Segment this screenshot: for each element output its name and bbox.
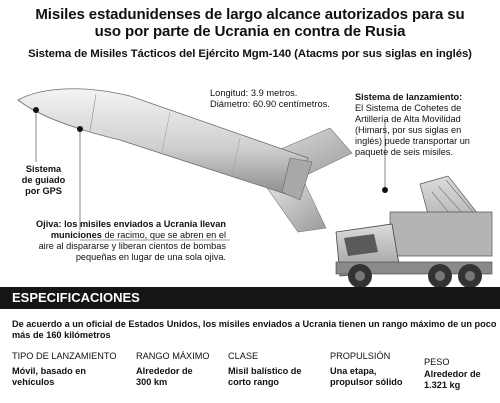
spec-value: [330, 366, 402, 388]
warhead-heading: Ojiva: los misiles enviados a Ucrania llevan: [36, 219, 226, 229]
spec-value-line-1: Móvil, basado en: [12, 366, 87, 376]
warhead-line-2: de racimo, que se abren en el: [104, 230, 226, 240]
spec-label: CLASE: [228, 351, 259, 361]
himars-truck: [336, 176, 492, 288]
warhead-callout: [6, 219, 226, 263]
spec-value-line-1: Una etapa,: [330, 366, 377, 376]
spec-launch-type: [12, 351, 116, 388]
spec-value: [228, 366, 302, 388]
range-intro: [12, 319, 497, 341]
spec-value-line-2: vehículos: [12, 377, 55, 387]
warhead-line-4: pequeñas en lugar de una sola ojiva.: [75, 252, 226, 262]
spec-value-line-2: propulsor sólido: [330, 377, 403, 387]
launch-line-4: inglés) puede transportar un: [355, 136, 470, 146]
spec-value-line-1: Alrededor de: [136, 366, 193, 376]
spec-label: RANGO MÁXIMO: [136, 351, 210, 361]
gps-line-2: de guiado: [21, 175, 66, 185]
spec-label: PESO: [424, 357, 450, 367]
launch-line-2: Artillería de Alta Movilidad: [355, 114, 461, 124]
gps-line-1: Sistema: [25, 164, 62, 174]
spec-value-line-2: 300 km: [136, 377, 168, 387]
warhead-marker: [77, 126, 83, 132]
range-intro-line-2: más de 160 kilómetros: [12, 330, 111, 340]
gps-marker: [33, 107, 39, 113]
specifications-title: ESPECIFICACIONES: [12, 290, 140, 305]
launcher-marker: [382, 187, 388, 193]
specifications-header: [0, 287, 500, 309]
spec-value: [136, 366, 210, 388]
spec-value-line-1: Misil balístico de: [228, 366, 302, 376]
missile-diameter: Diámetro: 60.90 centímetros.: [210, 99, 330, 109]
spec-weight: [424, 357, 481, 391]
gps-line-3: por GPS: [25, 186, 62, 196]
range-intro-line-1: De acuerdo a un oficial de Estados Unidos, los misiles enviados a Ucrania tienen un rango máximo de un poco: [12, 319, 497, 329]
spec-class: [228, 351, 302, 388]
spec-propulsion: [330, 351, 402, 388]
title-line-2: uso por parte de Ucrania en contra de Rusia: [94, 23, 406, 40]
launch-line-3: (Himars, por sus siglas en: [355, 125, 462, 135]
spec-label: TIPO DE LANZAMIENTO: [12, 351, 117, 361]
spec-value-line-2: corto rango: [228, 377, 280, 387]
launch-system-heading: Sistema de lanzamiento:: [355, 92, 463, 102]
launch-line-5: paquete de seis misiles.: [355, 147, 454, 157]
warhead-munitions-word: municiones: [50, 230, 102, 240]
spec-value: [12, 366, 116, 388]
launch-line-1: El Sistema de Cohetes de: [355, 103, 462, 113]
launch-system-callout: [355, 92, 497, 158]
spec-value-line-2: 1.321 kg: [424, 380, 461, 390]
missile-dimensions: [210, 88, 330, 110]
spec-label: PROPULSIÓN: [330, 351, 391, 361]
spec-value: [424, 369, 481, 391]
page-subtitle: Sistema de Misiles Tácticos del Ejército Mgm-140 (Atacms por sus siglas en inglés): [28, 48, 472, 60]
gps-callout: [6, 164, 81, 197]
spec-max-range: [136, 351, 210, 388]
missile-length: Longitud: 3.9 metros.: [210, 88, 298, 98]
title-line-1: Misiles estadunidenses de largo alcance autorizados para su: [35, 6, 465, 23]
spec-value-line-1: Alrededor de: [424, 369, 481, 379]
warhead-line-3: aire al dispararse y liberan cientos de bombas: [38, 241, 226, 251]
